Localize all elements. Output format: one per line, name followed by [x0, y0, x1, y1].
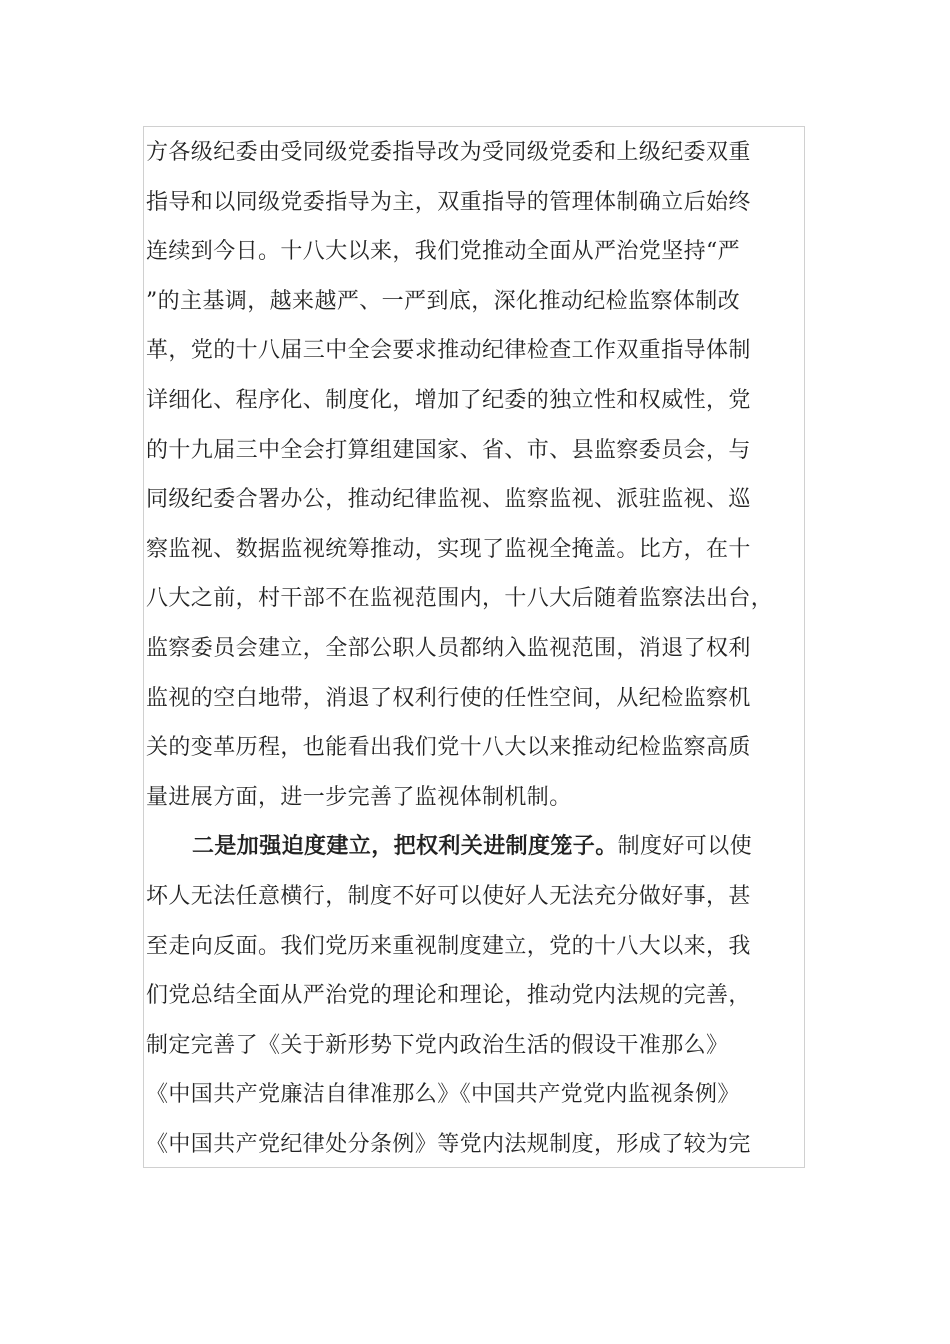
text-line: 们党总结全面从严治党的理论和理论，推动党内法规的完善，: [146, 983, 751, 1009]
text-line: ”的主基调，越来越严、一严到底，深化推动纪检监察体制改: [146, 288, 741, 314]
paragraph-2-first-line: [146, 822, 806, 872]
document-body: [146, 128, 806, 1169]
text-line: 关的变革历程，也能看出我们党十八大以来推动纪检监察高质: [146, 735, 751, 761]
paragraph-2-first-text: 制度好可以使: [617, 834, 753, 860]
paragraph-2-heading: 二是加强迫度建立，把权利关进制度笼子。: [192, 833, 618, 860]
text-line: 监察委员会建立，全部公职人员都纳入监视范围，消退了权利: [146, 635, 751, 661]
text-line: 察监视、数据监视统筹推动，实现了监视全掩盖。比方，在十: [146, 536, 751, 562]
text-line: 坏人无法任意横行，制度不好可以使好人无法充分做好事，甚: [146, 883, 751, 909]
text-line: 《中国共产党纪律处分条例》等党内法规制度，形成了较为完: [146, 1131, 751, 1157]
text-line: 至走向反面。我们党历来重视制度建立，党的十八大以来，我: [146, 933, 751, 959]
text-line: 革，党的十八届三中全会要求推动纪律检查工作双重指导体制: [146, 338, 751, 364]
text-line: 监视的空白地带，消退了权利行使的任性空间，从纪检监察机: [146, 685, 751, 711]
text-line: 连续到今日。十八大以来，我们党推动全面从严治党坚持“严: [146, 239, 741, 265]
text-line: 方各级纪委由受同级党委指导改为受同级党委和上级纪委双重: [146, 140, 751, 165]
text-line: 制定完善了《关于新形势下党内政治生活的假设干准那么》: [146, 1032, 729, 1058]
text-line: 指导和以同级党委指导为主，双重指导的管理体制确立后始终: [146, 189, 751, 215]
text-line: 量进展方面，进一步完善了监视体制机制。: [146, 784, 572, 810]
text-line: 同级纪委合署办公，推动纪律监视、监察监视、派驻监视、巡: [146, 487, 751, 513]
text-line: 的十九届三中全会打算组建国家、省、市、县监察委员会，与: [146, 437, 751, 463]
text-line: 详细化、程序化、制度化，增加了纪委的独立性和权威性，党: [146, 387, 751, 413]
text-line: 《中国共产党廉洁自律准那么》《中国共产党党内监视条例》: [146, 1082, 740, 1108]
text-line: 八大之前，村干部不在监视范围内，十八大后随着监察法出台，: [146, 586, 774, 612]
